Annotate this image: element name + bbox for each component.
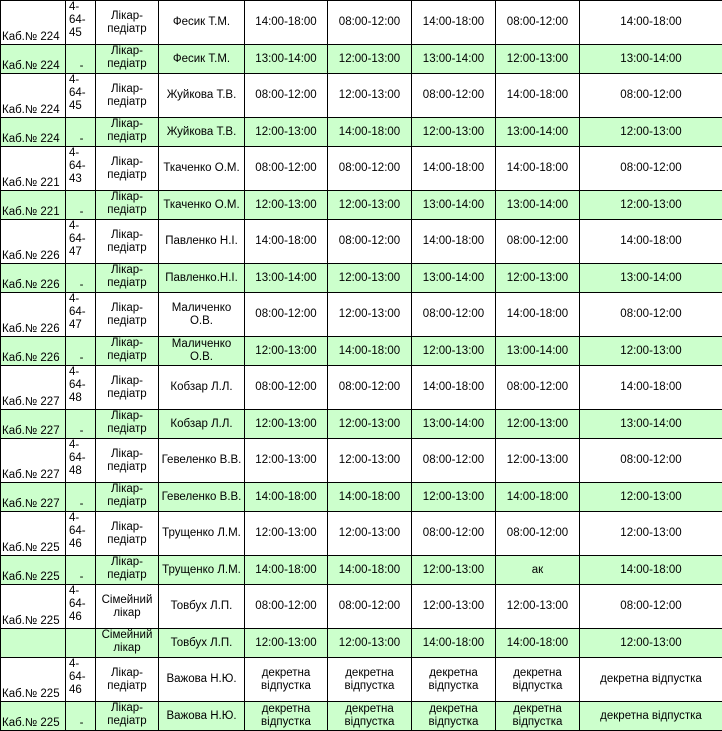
phone-cell: 4-64-43: [66, 147, 96, 191]
hours-cell-mon: 08:00-12:00: [245, 74, 328, 118]
hours-cell-tue: 08:00-12:00: [328, 147, 412, 191]
hours-cell-thu: 12:00-13:00: [496, 410, 580, 439]
table-row: [1, 556, 722, 585]
hours-cell-mon: 12:00-13:00: [245, 629, 328, 658]
hours-cell-thu: 14:00-18:00: [496, 147, 580, 191]
hours-cell-thu: 13:00-14:00: [496, 118, 580, 147]
hours-cell-fri: 12:00-13:00: [580, 512, 722, 556]
room-cell: Каб.№ 226: [1, 264, 66, 293]
hours-cell-mon: 12:00-13:00: [245, 439, 328, 483]
room-cell: Каб.№ 221: [1, 191, 66, 220]
position-cell: Лікар-педіатр: [96, 658, 159, 702]
room-cell: Каб.№ 224: [1, 45, 66, 74]
hours-cell-fri: 14:00-18:00: [580, 366, 722, 410]
hours-cell-fri: 14:00-18:00: [580, 556, 722, 585]
hours-cell-tue: 12:00-13:00: [328, 191, 412, 220]
doctor-cell: Маличенко О.В.: [159, 293, 245, 337]
hours-cell-fri: 08:00-12:00: [580, 439, 722, 483]
doctor-cell: Гевеленко В.В.: [159, 483, 245, 512]
room-cell: Каб.№ 221: [1, 147, 66, 191]
hours-cell-wed: 14:00-18:00: [412, 1, 496, 45]
phone-cell: -: [66, 191, 96, 220]
phone-cell: -: [66, 483, 96, 512]
position-cell: Лікар-педіатр: [96, 366, 159, 410]
table-row: [1, 220, 722, 264]
phone-cell: 4-64-48: [66, 439, 96, 483]
hours-cell-mon: 08:00-12:00: [245, 585, 328, 629]
doctor-cell: Фесик Т.М.: [159, 1, 245, 45]
room-cell: Каб.№ 226: [1, 293, 66, 337]
hours-cell-tue: 12:00-13:00: [328, 74, 412, 118]
hours-cell-mon: 08:00-12:00: [245, 366, 328, 410]
position-cell: Лікар-педіатр: [96, 512, 159, 556]
hours-cell-fri: 12:00-13:00: [580, 337, 722, 366]
hours-cell-fri: 12:00-13:00: [580, 629, 722, 658]
room-cell: Каб.№ 227: [1, 366, 66, 410]
hours-cell-fri: 08:00-12:00: [580, 147, 722, 191]
phone-cell: 4-64-46: [66, 658, 96, 702]
phone-cell: 4-64-46: [66, 585, 96, 629]
table-row: [1, 585, 722, 629]
hours-cell-mon: 12:00-13:00: [245, 337, 328, 366]
hours-cell-fri: 08:00-12:00: [580, 74, 722, 118]
position-cell: Сімейний лікар: [96, 585, 159, 629]
position-cell: Лікар-педіатр: [96, 556, 159, 585]
hours-cell-tue: 14:00-18:00: [328, 337, 412, 366]
position-cell: Лікар-педіатр: [96, 293, 159, 337]
room-cell: Каб.№ 224: [1, 118, 66, 147]
hours-cell-mon: 08:00-12:00: [245, 147, 328, 191]
hours-cell-wed: 13:00-14:00: [412, 410, 496, 439]
doctor-cell: Маличенко О.В.: [159, 337, 245, 366]
hours-cell-mon: 14:00-18:00: [245, 1, 328, 45]
phone-cell: -: [66, 45, 96, 74]
hours-cell-fri: 12:00-13:00: [580, 191, 722, 220]
room-cell: Каб.№ 225: [1, 556, 66, 585]
room-cell: Каб.№ 226: [1, 337, 66, 366]
room-cell: Каб.№ 227: [1, 483, 66, 512]
hours-cell-wed: 13:00-14:00: [412, 264, 496, 293]
hours-cell-mon: 14:00-18:00: [245, 220, 328, 264]
room-cell: Каб.№ 227: [1, 439, 66, 483]
doctor-cell: Важова Н.Ю.: [159, 702, 245, 731]
phone-cell: -: [66, 410, 96, 439]
doctor-cell: Товбух Л.П.: [159, 629, 245, 658]
hours-cell-wed: 14:00-18:00: [412, 366, 496, 410]
doctor-cell: Павленко.Н.І.: [159, 264, 245, 293]
hours-cell-thu: 08:00-12:00: [496, 220, 580, 264]
hours-cell-fri: 14:00-18:00: [580, 220, 722, 264]
hours-cell-wed: 08:00-12:00: [412, 512, 496, 556]
position-cell: Лікар-педіатр: [96, 147, 159, 191]
hours-cell-thu: 13:00-14:00: [496, 191, 580, 220]
hours-cell-tue: 14:00-18:00: [328, 483, 412, 512]
hours-cell-fri: 13:00-14:00: [580, 264, 722, 293]
phone-cell: -: [66, 337, 96, 366]
doctor-cell: Важова Н.Ю.: [159, 658, 245, 702]
position-cell: Лікар-педіатр: [96, 264, 159, 293]
doctor-cell: Трущенко Л.М.: [159, 512, 245, 556]
hours-cell-fri: 08:00-12:00: [580, 585, 722, 629]
hours-cell-mon: декретна відпустка: [245, 658, 328, 702]
hours-cell-mon: 12:00-13:00: [245, 512, 328, 556]
table-row: [1, 337, 722, 366]
hours-cell-mon: 12:00-13:00: [245, 410, 328, 439]
doctor-cell: Ткаченко О.М.: [159, 191, 245, 220]
position-cell: Лікар-педіатр: [96, 118, 159, 147]
table-row: [1, 410, 722, 439]
hours-cell-tue: 12:00-13:00: [328, 264, 412, 293]
hours-cell-mon: 13:00-14:00: [245, 264, 328, 293]
table-row: [1, 483, 722, 512]
hours-cell-wed: 14:00-18:00: [412, 629, 496, 658]
room-cell: Каб.№ 227: [1, 410, 66, 439]
position-cell: Лікар-педіатр: [96, 702, 159, 731]
table-row: [1, 658, 722, 702]
hours-cell-tue: 14:00-18:00: [328, 556, 412, 585]
hours-cell-wed: 12:00-13:00: [412, 118, 496, 147]
hours-cell-wed: 12:00-13:00: [412, 483, 496, 512]
doctor-cell: Трущенко Л.М.: [159, 556, 245, 585]
position-cell: Лікар-педіатр: [96, 1, 159, 45]
hours-cell-wed: 14:00-18:00: [412, 220, 496, 264]
hours-cell-thu: 08:00-12:00: [496, 366, 580, 410]
hours-cell-wed: 08:00-12:00: [412, 439, 496, 483]
hours-cell-wed: декретна відпустка: [412, 658, 496, 702]
hours-cell-fri: 13:00-14:00: [580, 45, 722, 74]
hours-cell-mon: 14:00-18:00: [245, 483, 328, 512]
hours-cell-thu: 14:00-18:00: [496, 629, 580, 658]
phone-cell: 4-64-45: [66, 1, 96, 45]
hours-cell-wed: 08:00-12:00: [412, 293, 496, 337]
hours-cell-tue: 08:00-12:00: [328, 585, 412, 629]
hours-cell-mon: декретна відпустка: [245, 702, 328, 731]
room-cell: Каб.№ 225: [1, 658, 66, 702]
table-row: [1, 1, 722, 45]
hours-cell-wed: 13:00-14:00: [412, 45, 496, 74]
hours-cell-fri: 12:00-13:00: [580, 118, 722, 147]
position-cell: Сімейний лікар: [96, 629, 159, 658]
hours-cell-thu: 13:00-14:00: [496, 337, 580, 366]
hours-cell-thu: 12:00-13:00: [496, 264, 580, 293]
table-row: [1, 74, 722, 118]
hours-cell-wed: 14:00-18:00: [412, 147, 496, 191]
phone-cell: 4-64-47: [66, 220, 96, 264]
room-cell: Каб.№ 225: [1, 702, 66, 731]
phone-cell: 4-64-46: [66, 512, 96, 556]
doctor-cell: Ткаченко О.М.: [159, 147, 245, 191]
hours-cell-fri: 08:00-12:00: [580, 293, 722, 337]
phone-cell: -: [66, 264, 96, 293]
position-cell: Лікар-педіатр: [96, 410, 159, 439]
hours-cell-thu: 12:00-13:00: [496, 439, 580, 483]
table-row: [1, 293, 722, 337]
hours-cell-thu: 08:00-12:00: [496, 512, 580, 556]
room-cell: Каб.№ 224: [1, 1, 66, 45]
table-row: [1, 366, 722, 410]
table-row: [1, 147, 722, 191]
table-row: [1, 629, 722, 658]
table-row: [1, 439, 722, 483]
hours-cell-mon: 12:00-13:00: [245, 191, 328, 220]
phone-cell: [66, 629, 96, 658]
hours-cell-thu: 12:00-13:00: [496, 45, 580, 74]
hours-cell-fri: 12:00-13:00: [580, 483, 722, 512]
room-cell: Каб.№ 224: [1, 74, 66, 118]
hours-cell-fri: декретна відпустка: [580, 702, 722, 731]
position-cell: Лікар-педіатр: [96, 439, 159, 483]
hours-cell-thu: 08:00-12:00: [496, 1, 580, 45]
hours-cell-thu: 12:00-13:00: [496, 585, 580, 629]
phone-cell: -: [66, 556, 96, 585]
hours-cell-tue: 08:00-12:00: [328, 220, 412, 264]
hours-cell-tue: 12:00-13:00: [328, 45, 412, 74]
phone-cell: 4-64-45: [66, 74, 96, 118]
hours-cell-tue: декретна відпустка: [328, 702, 412, 731]
position-cell: Лікар-педіатр: [96, 337, 159, 366]
phone-cell: 4-64-47: [66, 293, 96, 337]
hours-cell-thu: декретна відпустка: [496, 702, 580, 731]
doctor-cell: Гевеленко В.В.: [159, 439, 245, 483]
hours-cell-tue: 08:00-12:00: [328, 366, 412, 410]
hours-cell-tue: 12:00-13:00: [328, 410, 412, 439]
hours-cell-tue: декретна відпустка: [328, 658, 412, 702]
hours-cell-tue: 12:00-13:00: [328, 293, 412, 337]
hours-cell-thu: 14:00-18:00: [496, 74, 580, 118]
position-cell: Лікар-педіатр: [96, 220, 159, 264]
room-cell: [1, 629, 66, 658]
table-row: [1, 118, 722, 147]
hours-cell-wed: 12:00-13:00: [412, 337, 496, 366]
position-cell: Лікар-педіатр: [96, 45, 159, 74]
hours-cell-mon: 14:00-18:00: [245, 556, 328, 585]
hours-cell-tue: 12:00-13:00: [328, 512, 412, 556]
table-row: [1, 702, 722, 731]
hours-cell-wed: 13:00-14:00: [412, 191, 496, 220]
room-cell: Каб.№ 225: [1, 585, 66, 629]
doctor-cell: Фесик Т.М.: [159, 45, 245, 74]
hours-cell-mon: 13:00-14:00: [245, 45, 328, 74]
hours-cell-fri: 13:00-14:00: [580, 410, 722, 439]
doctor-cell: Кобзар Л.Л.: [159, 410, 245, 439]
hours-cell-wed: 12:00-13:00: [412, 556, 496, 585]
table-row: [1, 45, 722, 74]
position-cell: Лікар-педіатр: [96, 191, 159, 220]
hours-cell-thu: декретна відпустка: [496, 658, 580, 702]
room-cell: Каб.№ 226: [1, 220, 66, 264]
hours-cell-thu: ак: [496, 556, 580, 585]
doctor-cell: Павленко Н.І.: [159, 220, 245, 264]
table-row: [1, 512, 722, 556]
position-cell: Лікар-педіатр: [96, 74, 159, 118]
hours-cell-tue: 14:00-18:00: [328, 118, 412, 147]
hours-cell-mon: 12:00-13:00: [245, 118, 328, 147]
table-row: [1, 264, 722, 293]
room-cell: Каб.№ 225: [1, 512, 66, 556]
schedule-body: [1, 1, 722, 731]
hours-cell-thu: 14:00-18:00: [496, 483, 580, 512]
doctor-cell: Жуйкова Т.В.: [159, 118, 245, 147]
hours-cell-tue: 08:00-12:00: [328, 1, 412, 45]
hours-cell-mon: 08:00-12:00: [245, 293, 328, 337]
doctor-cell: Кобзар Л.Л.: [159, 366, 245, 410]
table-row: [1, 191, 722, 220]
hours-cell-fri: декретна відпустка: [580, 658, 722, 702]
hours-cell-tue: 12:00-13:00: [328, 439, 412, 483]
hours-cell-tue: 12:00-13:00: [328, 629, 412, 658]
hours-cell-fri: 14:00-18:00: [580, 1, 722, 45]
hours-cell-wed: 12:00-13:00: [412, 585, 496, 629]
hours-cell-wed: 08:00-12:00: [412, 74, 496, 118]
doctor-cell: Жуйкова Т.В.: [159, 74, 245, 118]
hours-cell-thu: 14:00-18:00: [496, 293, 580, 337]
doctor-cell: Товбух Л.П.: [159, 585, 245, 629]
phone-cell: -: [66, 118, 96, 147]
phone-cell: 4-64-48: [66, 366, 96, 410]
position-cell: Лікар-педіатр: [96, 483, 159, 512]
hours-cell-wed: декретна відпустка: [412, 702, 496, 731]
phone-cell: -: [66, 702, 96, 731]
